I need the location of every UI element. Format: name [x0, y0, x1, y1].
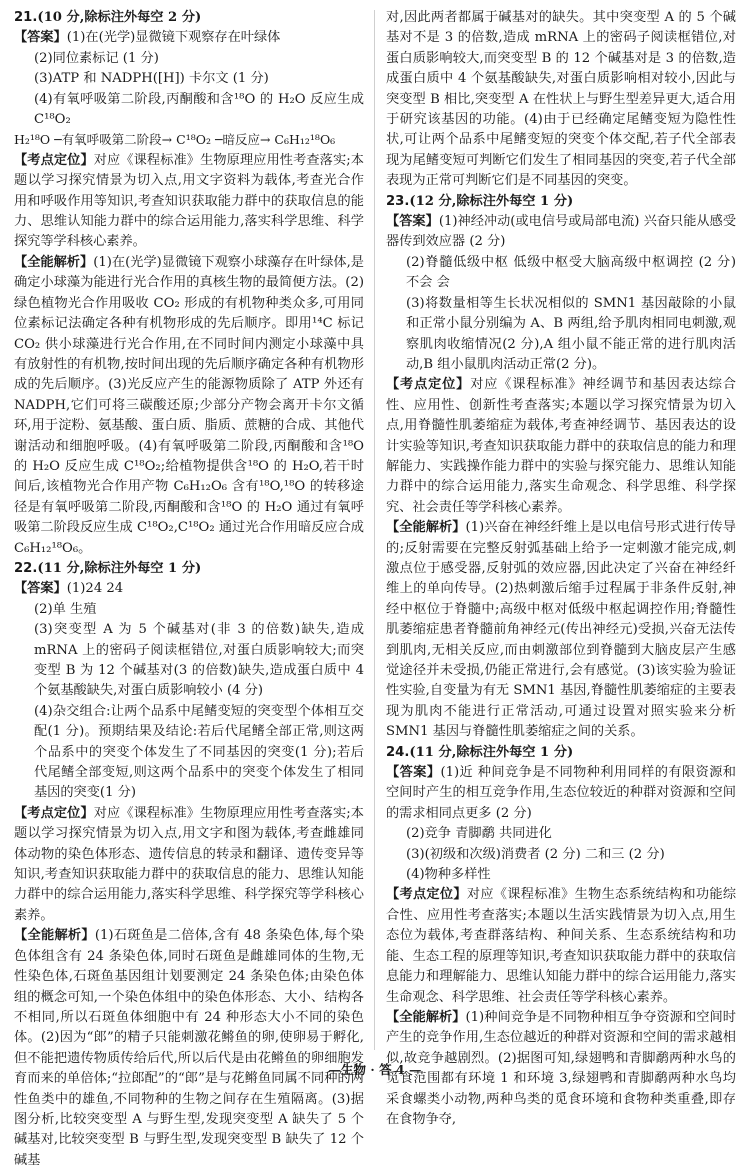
analysis-paragraph	[14, 804, 364, 926]
answer-line	[386, 763, 736, 824]
left-column	[14, 8, 364, 1171]
section-text: (1)近 种间竞争是不同物种利用同样的有限资源和空间时产生的相互竞争作用,生态位较近的种群对资源和空间的需求相同点更多 (2 分)	[386, 765, 736, 821]
section-text: (1)24 24	[66, 581, 124, 597]
analysis-paragraph	[14, 926, 364, 1171]
question-header	[14, 559, 364, 579]
question-header	[14, 8, 364, 28]
section-text: (1)神经冲动(或电信号或局部电流) 兴奋只能从感受器传到效应器 (2 分)	[386, 214, 737, 250]
analysis-paragraph	[14, 253, 364, 559]
question-score-note: (12 分,除标注外每空 1 分)	[409, 193, 574, 209]
analysis-paragraph	[386, 885, 736, 1007]
question-header	[386, 192, 736, 212]
section-tag: 【答案】	[386, 214, 439, 230]
section-text: (1)种间竞争是不同物种相互争夺资源和空间时产生的竞争作用,生态位越近的种群对资源和空间的需求越相似,故竞争越剧烈。(2)据图可知,绿翅鸭和青脚鹬两种水鸟的觅食范围都有环境 1 和环境 3,绿翅鸭和青脚鹬两种水鸟均采食螺类小动物,两种鸟类的觅食环境和食物种类重叠,即存在食物争夺,	[386, 1009, 736, 1127]
answer-line: (3)(初级和次级)消费者 (2 分) 二和三 (2 分)	[406, 846, 665, 862]
answer-line: (3)突变型 A 为 5 个碱基对(非 3 的倍数)缺失,造成 mRNA 上的密码子阅读框错位,对蛋白质影响较大;而突变型 B 为 12 个碱基对(3 的倍数)缺失,造成蛋白质中 4 个氨基酸缺失,对蛋白质影响较小 (4 分)	[34, 622, 364, 699]
section-tag: 【全能解析】	[14, 928, 95, 944]
question-number: 24.	[386, 744, 410, 760]
answer-line	[386, 212, 736, 253]
answer-line: (2)同位素标记 (1 分)	[34, 50, 159, 66]
analysis-paragraph	[386, 375, 736, 518]
question-score-note: (11 分,除标注外每空 1 分)	[37, 560, 202, 576]
section-text: (1)兴奋在神经纤维上是以电信号形式进行传导的;反射需要在完整反射弧基础上给予一定刺激才能完成,刺激点位于感受器,反射弧的效应器,因此决定了兴奋在神经纤维上的单向传导。(2)热刺激后缩手过程属于非条件反射,神经中枢位于脊髓中;高级中枢对低级中枢起调控作用;脊髓性肌萎缩症患者脊髓前角神经元(传出神经元)受损,兴奋无法传到肌肉,无相关反应,而由刺激部位到脊髓到大脑皮层产生感觉途径并未受损,仍能正常进行,会有感觉。(3)该实验为验证性实验,自变量为有无 SMN1 基因,脊髓性肌萎缩症的主要表现为肌肉不能进行正常活动,可通过设置对照实验来分析 SMN1 基因与脊髓性肌萎缩症之间的关系。	[386, 520, 736, 740]
answer-line	[14, 579, 364, 599]
continued-paragraph: 对,因此两者都属于碱基对的缺失。其中突变型 A 的 5 个碱基对不是 3 的倍数,造成 mRNA 上的密码子阅读框错位,对蛋白质影响较大,而突变型 B 的 12 个碱基对是 3 的倍数,造成蛋白质中 4 个氨基酸缺失,对蛋白质影响相对较小,因此与突变型 B 相比,突变型 A 在性状上与野生型差异更大,适合用于研究该基因的功能。(4)由于已经确定尾鳍变短为隐性性状,可让两个品系中尾鳍变短的突变个体交配,若子代全部表现为尾鳍变短可判断它们发生了相同基因的突变,若子代全部表现为正常可判断它们是不同基因的突变。	[386, 10, 736, 189]
section-text: (1)石斑鱼是二倍体,含有 48 条染色体,每个染色体组含有 24 条染色体,同时石斑鱼是雌雄同体的生物,无性染色体,石斑鱼基因组计划要测定 24 条染色体;由染色体组的概念可知,一个染色体组中的染色体形态、大小、结构各不相同,所以石斑鱼体细胞中有 24 种形态大小不同的染色体。(2)因为“郎”的精子只能刺激花鳉鱼的卵,使卵易于孵化,但不能把遗传物质传给后代,所以后代是由花鳉鱼的卵细胞发育而来的单倍体;“拉郎配”的“郎”是与花鳉鱼同属不同种的两性鱼类中的雄鱼,不同物种的生物之间存在生殖隔离。(3)据图分析,比较突变型 A 与野生型,发现突变型 A 缺失了 5 个碱基对,比较突变型 B 与野生型,发现突变型 B 缺失了 12 个碱基	[14, 928, 364, 1168]
section-tag: 【考点定位】	[14, 805, 94, 821]
answer-line: (2)竞争 青脚鹬 共同进化	[406, 826, 552, 842]
section-text: 对应《课程标准》神经调节和基因表达综合性、应用性、创新性考查落实;本题以学习探究情景为切入点,用脊髓性肌萎缩症为载体,考查神经调节、基因表达的设计实验等知识,考查知识获取能力群中的获取信息的能力和理解能力、实践操作能力群中的实验与探究能力、思维认知能力群中的综合运用能力,落实生命观念、科学思维、科学探究、社会责任等学科核心素养。	[386, 377, 736, 515]
section-tag: 【答案】	[14, 30, 67, 46]
right-column	[386, 8, 736, 1130]
answer-line: (4)物种多样性	[406, 867, 491, 883]
answer-line: (3)ATP 和 NADPH([H]) 卡尔文 (1 分)	[34, 71, 269, 87]
question-score-note: (10 分,除标注外每空 2 分)	[37, 10, 202, 25]
analysis-paragraph	[14, 151, 364, 253]
section-text: 对应《课程标准》生物原理应用性考查落实;本题以学习探究情景为切入点,用文字和图为载体,考查雌雄同体动物的染色体形态、遗传信息的转录和翻译、遗传变异等知识,考查知识获取能力群中的获取信息的能力、思维认知能力群中的综合运用能力,落实科学思维、科学探究等学科核心素养。	[14, 805, 364, 923]
section-text: 对应《课程标准》生物生态系统结构和功能综合性、应用性考查落实;本题以生活实践情景为切入点,用生态位为载体,考查群落结构、种间关系、生态系统结构和功能、生态工程的原理等知识,考查知识获取能力群中的获取信息能力和理解能力、思维认知能力群中的综合运用能力,落实生命观念、科学思维、社会责任等学科核心素养。	[386, 887, 737, 1005]
section-tag: 【答案】	[386, 765, 441, 781]
question-number: 21.	[14, 10, 38, 25]
section-tag: 【考点定位】	[386, 887, 467, 903]
section-tag: 【考点定位】	[14, 152, 94, 168]
question-score-note: (11 分,除标注外每空 1 分)	[409, 744, 574, 760]
reaction-equation: H₂¹⁸O ─有氧呼吸第二阶段→ C¹⁸O₂ ─暗反应→ C₆H₁₂¹⁸O₆	[14, 132, 336, 148]
section-text: (1)在(光学)显微镜下观察小球藻存在叶绿体,是确定小球藻为能进行光合作用的真核生物的最简便方法。(2)绿色植物光合作用吸收 CO₂ 形成的有机物种类众多,可用同位素标记法确定各种有机物形成的先后顺序。即用¹⁴C 标记 CO₂ 供小球藻进行光合作用,在不同时间内测定小球藻中具有放射性的有机物,按时间出现的先后顺序确定各种有机物形成的先后顺序。(3)光反应产生的能源物质除了 ATP 外还有 NADPH,它们可将三碳酸还原;少部分产物会离开卡尔文循环,用于淀粉、氨基酸、蛋白质、脂质、蔗糖的合成、其他代谢活动和细胞呼吸。(4)有氧呼吸第二阶段,丙酮酸和含¹⁸O 的 H₂O 反应生成 C¹⁸O₂;给植物提供含¹⁸O 的 H₂O,若干时间后,该植物光合作用产物 C₆H₁₂O₆ 含有¹⁸O,¹⁸O 的转移途径是有氧呼吸第二阶段,丙酮酸和含¹⁸O 的 H₂O 通过有氧呼吸第二阶段反应生成 C¹⁸O₂,C¹⁸O₂ 通过光合作用暗反应合成 C₆H₁₂¹⁸O₆。	[14, 254, 364, 556]
section-tag: 【答案】	[14, 581, 67, 597]
section-text: 对应《课程标准》生物原理应用性考查落实;本题以学习探究情景为切入点,用文字资料为载体,考查光合作用和呼吸作用等知识,考查知识获取能力群中的获取信息的能力、思维认知能力群中的综合运用能力,落实科学思维、科学探究等学科核心素养。	[14, 152, 364, 250]
section-text: (1)在(光学)显微镜下观察存在叶绿体	[66, 30, 281, 46]
analysis-paragraph	[386, 518, 736, 742]
answer-line: (4)杂交组合:让两个品系中尾鳍变短的突变型个体相互交配(1 分)。预期结果及结论:若后代尾鳍全部正常,则这两个品系中的突变个体发生了不同基因的突变(1 分);若后代尾鳍全部变短,则这两个品系中的突变个体发生了相同基因的突变(1 分)	[34, 703, 364, 801]
section-tag: 【全能解析】	[14, 254, 94, 270]
question-header	[386, 743, 736, 763]
section-tag: 【全能解析】	[386, 1009, 466, 1025]
answer-line: (2)单 生殖	[34, 601, 97, 617]
answer-line: (2)脊髓低级中枢 低级中枢受大脑高级中枢调控 (2 分) 不会 会	[406, 254, 736, 291]
page-footer: —生物 · 答 4 —	[328, 1062, 422, 1077]
question-number: 22.	[14, 560, 38, 576]
answer-line: (3)将数量相等生长状况相似的 SMN1 基因敲除的小鼠和正常小鼠分别编为 A、B 两组,给予肌肉相同电刺激,观察肌肉收缩情况(2 分),A 组小鼠不能正常的进行肌肉活动,B 组小鼠肌肉活动正常(2 分)。	[406, 295, 736, 372]
answer-line	[14, 28, 364, 48]
section-tag: 【全能解析】	[386, 520, 466, 536]
section-tag: 【考点定位】	[386, 377, 471, 393]
question-number: 23.	[386, 193, 410, 209]
answer-line: (4)有氧呼吸第二阶段,丙酮酸和含¹⁸O 的 H₂O 反应生成 C¹⁸O₂	[34, 91, 364, 128]
column-divider	[374, 10, 375, 1050]
